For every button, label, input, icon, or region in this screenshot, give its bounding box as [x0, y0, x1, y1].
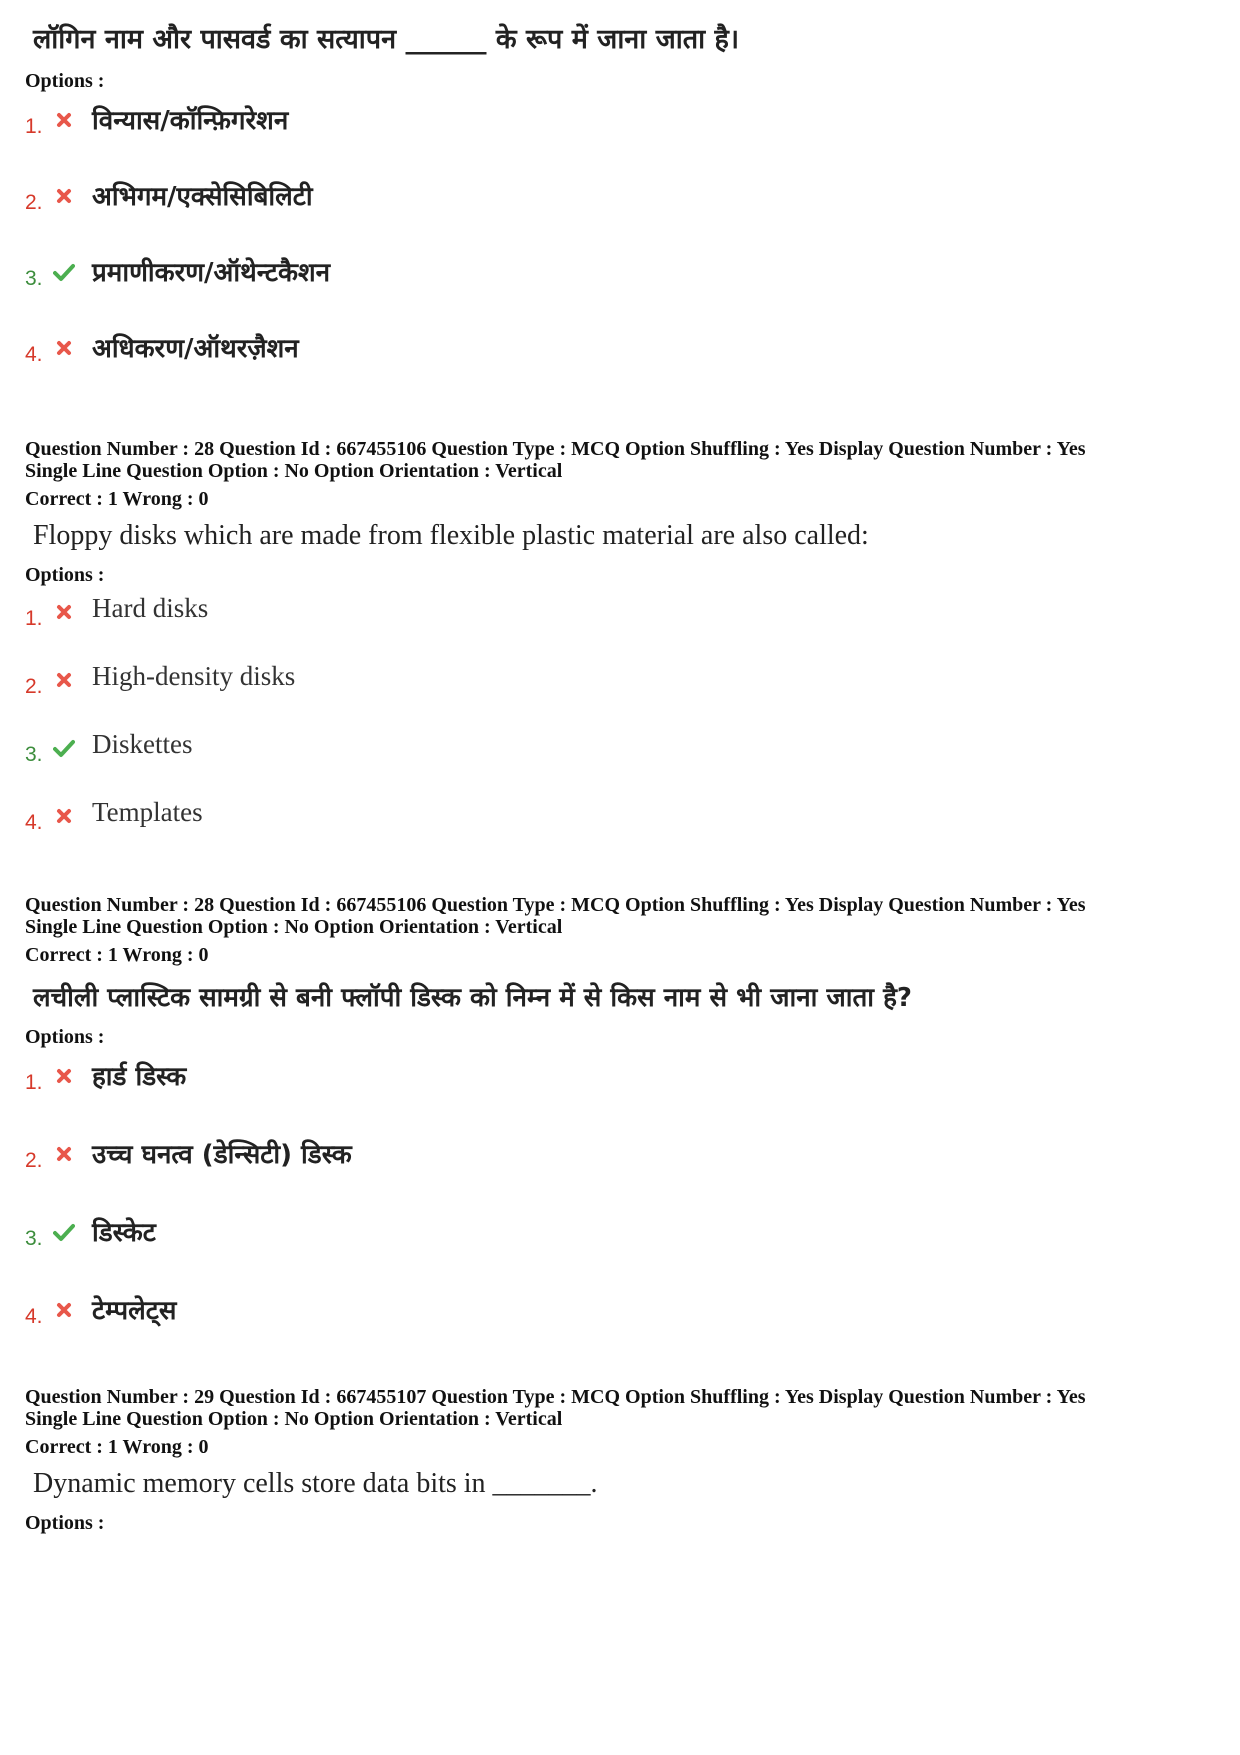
question-text: लॉगिन नाम और पासवर्ड का सत्यापन ______ के रूप में जाना जाता है।	[33, 24, 740, 55]
cross-icon	[53, 1143, 75, 1165]
cross-icon	[53, 1065, 75, 1087]
option-number: 4.	[25, 1305, 43, 1328]
option-4	[25, 331, 1220, 367]
options-label: Options :	[25, 1512, 105, 1534]
option-text: प्रमाणीकरण/ऑथेन्टकैशन	[92, 258, 331, 288]
option-number: 4.	[25, 343, 43, 366]
option-number: 3.	[25, 1227, 43, 1250]
option-number: 1.	[25, 115, 43, 138]
option-number: 3.	[25, 743, 43, 766]
question-text: लचीली प्लास्टिक सामग्री से बनी फ्लॉपी डिस्क को निम्न में से किस नाम से भी जाना जाता है?	[33, 983, 912, 1013]
cross-icon	[53, 1299, 75, 1321]
cross-icon	[53, 805, 75, 827]
question-block-29-en	[25, 1386, 1220, 1535]
option-text: डिस्केट	[92, 1218, 156, 1248]
option-number: 1.	[25, 1071, 43, 1094]
question-text: Floppy disks which are made from flexible plastic material are also called:	[33, 520, 869, 551]
question-meta-line-2: Single Line Question Option : No Option Orientation : Vertical	[25, 460, 563, 482]
option-1	[25, 103, 1220, 139]
question-block-28-en	[25, 438, 1220, 835]
option-text: टेम्पलेट्स	[92, 1296, 177, 1326]
option-3	[25, 731, 1220, 767]
option-text: Diskettes	[92, 729, 193, 759]
option-4	[25, 799, 1220, 835]
option-text: अभिगम/एक्सेसिबिलिटी	[92, 182, 313, 212]
option-text: हार्ड डिस्क	[92, 1062, 187, 1092]
cross-icon	[53, 669, 75, 691]
check-icon	[53, 1221, 75, 1243]
check-icon	[53, 737, 75, 759]
option-3	[25, 1215, 1220, 1251]
marks-line: Correct : 1 Wrong : 0	[25, 1436, 209, 1458]
option-number: 1.	[25, 607, 43, 630]
question-meta-line-1: Question Number : 28 Question Id : 667455106 Question Type : MCQ Option Shuffling : Yes Display Question Number : Yes	[25, 894, 1086, 916]
cross-icon	[53, 601, 75, 623]
options-label: Options :	[25, 1026, 105, 1048]
option-number: 2.	[25, 675, 43, 698]
question-meta-line-2: Single Line Question Option : No Option Orientation : Vertical	[25, 1408, 563, 1430]
option-text: उच्च घनत्व (डेन्सिटी) डिस्क	[92, 1140, 352, 1170]
question-text: Dynamic memory cells store data bits in _______.	[33, 1468, 598, 1499]
marks-line: Correct : 1 Wrong : 0	[25, 944, 209, 966]
option-2	[25, 663, 1220, 699]
option-2	[25, 179, 1220, 215]
option-1	[25, 1059, 1220, 1095]
option-2	[25, 1137, 1220, 1173]
marks-line: Correct : 1 Wrong : 0	[25, 488, 209, 510]
option-number: 4.	[25, 811, 43, 834]
option-3	[25, 255, 1220, 291]
option-text: विन्यास/कॉन्फ़िगरेशन	[92, 106, 289, 136]
options-label: Options :	[25, 70, 105, 92]
option-text: अधिकरण/ऑथरज़ैशन	[92, 334, 299, 364]
cross-icon	[53, 185, 75, 207]
options-label: Options :	[25, 564, 105, 586]
question-meta-line-2: Single Line Question Option : No Option Orientation : Vertical	[25, 916, 563, 938]
cross-icon	[53, 337, 75, 359]
option-text: Templates	[92, 797, 203, 827]
question-meta-line-1: Question Number : 28 Question Id : 667455106 Question Type : MCQ Option Shuffling : Yes Display Question Number : Yes	[25, 438, 1086, 460]
option-number: 2.	[25, 191, 43, 214]
options-list	[25, 1059, 1220, 1329]
question-block-hindi-login	[25, 22, 1220, 367]
option-1	[25, 595, 1220, 631]
question-meta-line-1: Question Number : 29 Question Id : 667455107 Question Type : MCQ Option Shuffling : Yes Display Question Number : Yes	[25, 1386, 1086, 1408]
option-number: 2.	[25, 1149, 43, 1172]
question-block-28-hi	[25, 894, 1220, 1329]
cross-icon	[53, 109, 75, 131]
options-list	[25, 595, 1220, 835]
option-number: 3.	[25, 267, 43, 290]
option-4	[25, 1293, 1220, 1329]
option-text: High-density disks	[92, 661, 296, 691]
check-icon	[53, 261, 75, 283]
option-text: Hard disks	[92, 593, 209, 623]
options-list	[25, 103, 1220, 367]
